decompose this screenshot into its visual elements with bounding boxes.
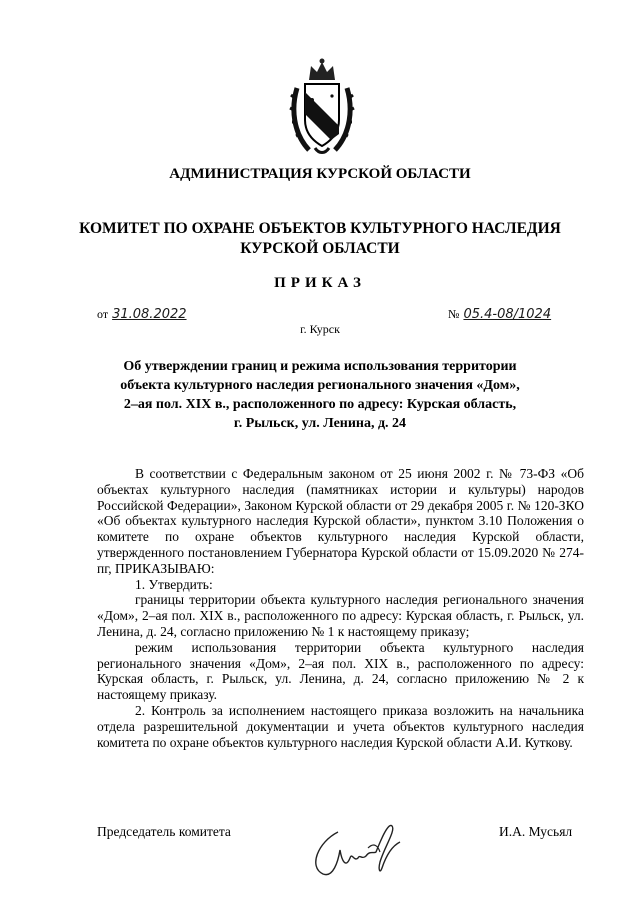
number-value: 05.4-08/1024 [463, 307, 552, 322]
committee-title-line2: КУРСКОЙ ОБЛАСТИ [240, 240, 400, 257]
subject-line: г. Рыльск, ул. Ленина, д. 24 [233, 416, 407, 431]
body-paragraph: границы территории объекта культурного наследия регионального значения «Дом», 2–ая пол. XIX в., расположенного по адресу: Курская область, г. Рыльск, ул. Ленина, д. 24, согласно приложению № 1 к настоящему приказу; [97, 592, 584, 639]
document-type: ПРИКАЗ [274, 275, 366, 291]
city: г. Курск [300, 322, 340, 336]
date-field [97, 307, 187, 322]
subject-line: 2–ая пол. XIX в., расположенного по адресу: Курская область, [123, 397, 517, 412]
committee-title [0, 219, 640, 259]
date-prefix: от [97, 307, 109, 321]
handwritten-signature [308, 812, 428, 882]
subject-line: Об утверждении границ и режима использования территории [123, 359, 517, 374]
document-body [97, 466, 584, 750]
body-paragraph: 2. Контроль за исполнением настоящего приказа возложить на начальника отдела разрешительной документации и учета объектов культурного наследия комитета по охране объектов культурного наследия Курской области А.И. Куткову. [97, 702, 584, 750]
committee-title-line1: КОМИТЕТ ПО ОХРАНЕ ОБЪЕКТОВ КУЛЬТУРНОГО НАСЛЕДИЯ [79, 220, 561, 237]
subject-line: объекта культурного наследия регионального значения «Дом», [120, 378, 520, 393]
number-prefix: № [448, 307, 460, 321]
body-paragraph: 1. Утвердить: [135, 576, 213, 592]
subject-heading [100, 357, 540, 433]
administration-title: АДМИНИСТРАЦИЯ КУРСКОЙ ОБЛАСТИ [169, 166, 471, 182]
body-paragraph: В соответствии с Федеральным законом от 25 июня 2002 г. № 73-ФЗ «Об объектах культурного наследия (памятниках истории и культуры) народов Российской Федерации», Законом Курской области от 29 декабря 2005 г. № 120-ЗКО «Об объектах культурного наследия Курской области», пунктом 3.10 Положения о комитете по охране объектов культурного наследия Курской области, утвержденного постановлением Губернатора Курской области от 15.09.2020 № 274-пг, ПРИКАЗЫВАЮ: [97, 466, 584, 576]
number-field [448, 307, 551, 322]
coat-of-arms-emblem [289, 58, 355, 158]
signatory-name: И.А. Мусьял [499, 824, 573, 839]
body-paragraph: режим использования территории объекта культурного наследия регионального значения «Дом», 2–ая пол. XIX в., расположенного по адресу: Курская область, г. Рыльск, ул. Ленина, д. 24, согласно приложению № 2 к настоящему приказу. [97, 639, 584, 703]
date-value: 31.08.2022 [112, 307, 187, 322]
signatory-title: Председатель комитета [97, 824, 231, 839]
